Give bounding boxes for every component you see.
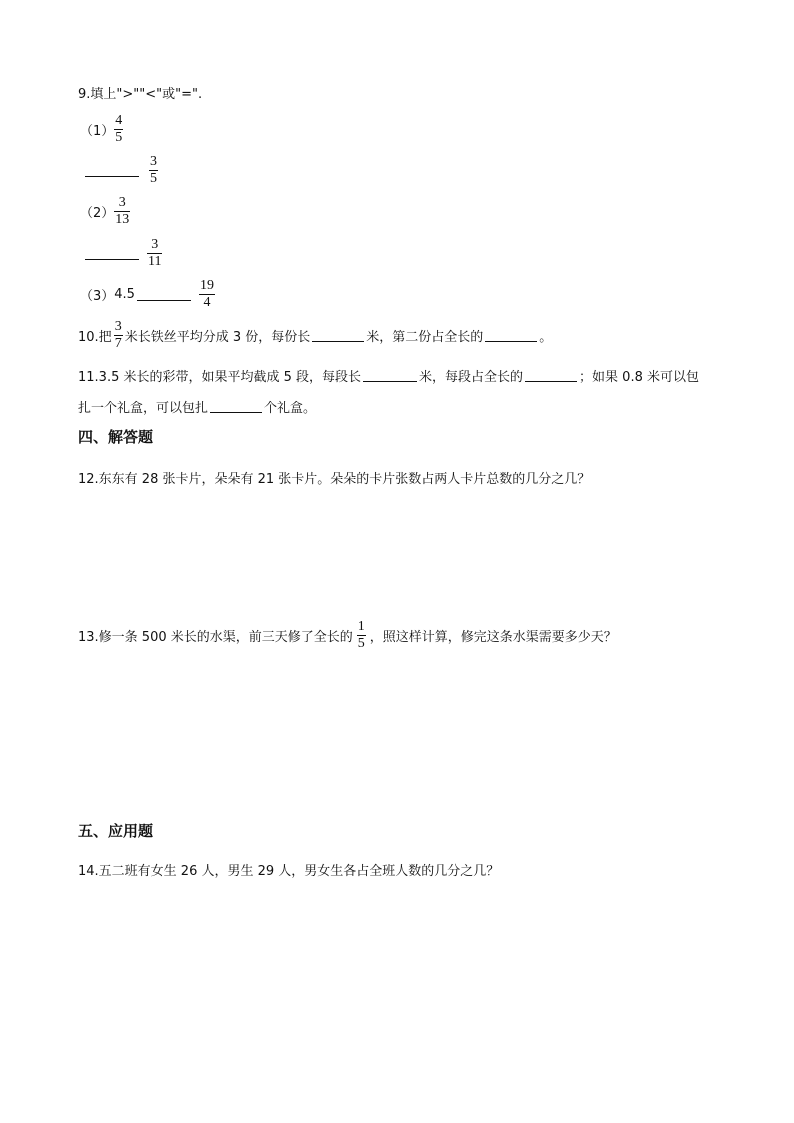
fraction (114, 320, 123, 351)
numerator: 3 (150, 154, 157, 169)
question-11-text-a: 11.3.5 米长的彩带，如果平均截成 5 段，每段长 (78, 370, 362, 385)
question-10 (78, 320, 552, 351)
question-9-part-1 (80, 114, 123, 145)
question-11-text-e: 个礼盒。 (264, 401, 317, 416)
question-10-pre: 10.把 (78, 330, 112, 345)
fraction-right (149, 155, 158, 186)
section-4-title: 四、解答题 (78, 428, 154, 446)
fraction-right (147, 238, 162, 269)
fraction-left (114, 196, 130, 227)
denominator: 5 (150, 171, 157, 186)
answer-blank-1[interactable] (312, 329, 364, 342)
question-9-part-1-answer (83, 155, 158, 186)
question-11-text-d: 扎一个礼盒，可以包扎 (78, 401, 209, 416)
numerator: 3 (151, 237, 159, 252)
question-13-post: ，照这样计算，修完这条水渠需要多少天？ (369, 630, 617, 645)
denominator: 4 (203, 295, 211, 310)
numerator: 3 (114, 319, 122, 334)
question-9-text: 9.填上">""<"或"=". (78, 87, 203, 102)
answer-blank-2[interactable] (525, 369, 577, 382)
question-11-text-c: ；如果 0.8 米可以包 (579, 370, 699, 385)
denominator: 7 (114, 336, 122, 351)
question-11-text-b: 米，每段占全长的 (419, 370, 524, 385)
question-9-part-2-answer (83, 238, 162, 269)
answer-blank-3[interactable] (210, 400, 262, 413)
decimal-value: 4.5 (114, 287, 135, 302)
question-10-mid: 米长铁丝平均分成 3 份，每份长 (124, 330, 311, 345)
denominator: 5 (115, 130, 123, 145)
part-label: （2） (80, 206, 115, 221)
denominator: 5 (357, 636, 365, 651)
question-12: 12.东东有 28 张卡片，朵朵有 21 张卡片。朵朵的卡片张数占两人卡片总数的几分之几？ (78, 472, 591, 487)
question-9-part-3 (80, 279, 215, 310)
fraction (357, 620, 366, 651)
denominator: 13 (115, 212, 130, 227)
answer-blank-2[interactable] (485, 329, 537, 342)
part-label: （3） (80, 289, 115, 304)
answer-blank[interactable] (137, 288, 191, 301)
question-13 (78, 620, 617, 651)
question-13-pre: 13.修一条 500 米长的水渠，前三天修了全长的 (78, 630, 353, 645)
question-9-part-2 (80, 196, 130, 227)
answer-blank[interactable] (85, 164, 139, 177)
part-label: （1） (80, 124, 115, 139)
numerator: 19 (199, 278, 214, 293)
question-11-line-1 (78, 366, 699, 385)
numerator: 1 (357, 619, 365, 634)
fraction-left (114, 114, 123, 145)
numerator: 4 (115, 113, 123, 128)
question-10-end: 。 (539, 330, 553, 345)
question-14: 14.五二班有女生 26 人，男生 29 人，男女生各占全班人数的几分之几？ (78, 864, 500, 879)
numerator: 3 (118, 195, 126, 210)
section-5-title: 五、应用题 (78, 822, 154, 840)
question-11-line-2 (78, 397, 316, 416)
fraction-right (199, 279, 215, 310)
denominator: 11 (148, 254, 162, 269)
answer-blank[interactable] (85, 247, 139, 260)
answer-blank-1[interactable] (363, 369, 417, 382)
question-10-mid2: 米，第二份占全长的 (366, 330, 484, 345)
